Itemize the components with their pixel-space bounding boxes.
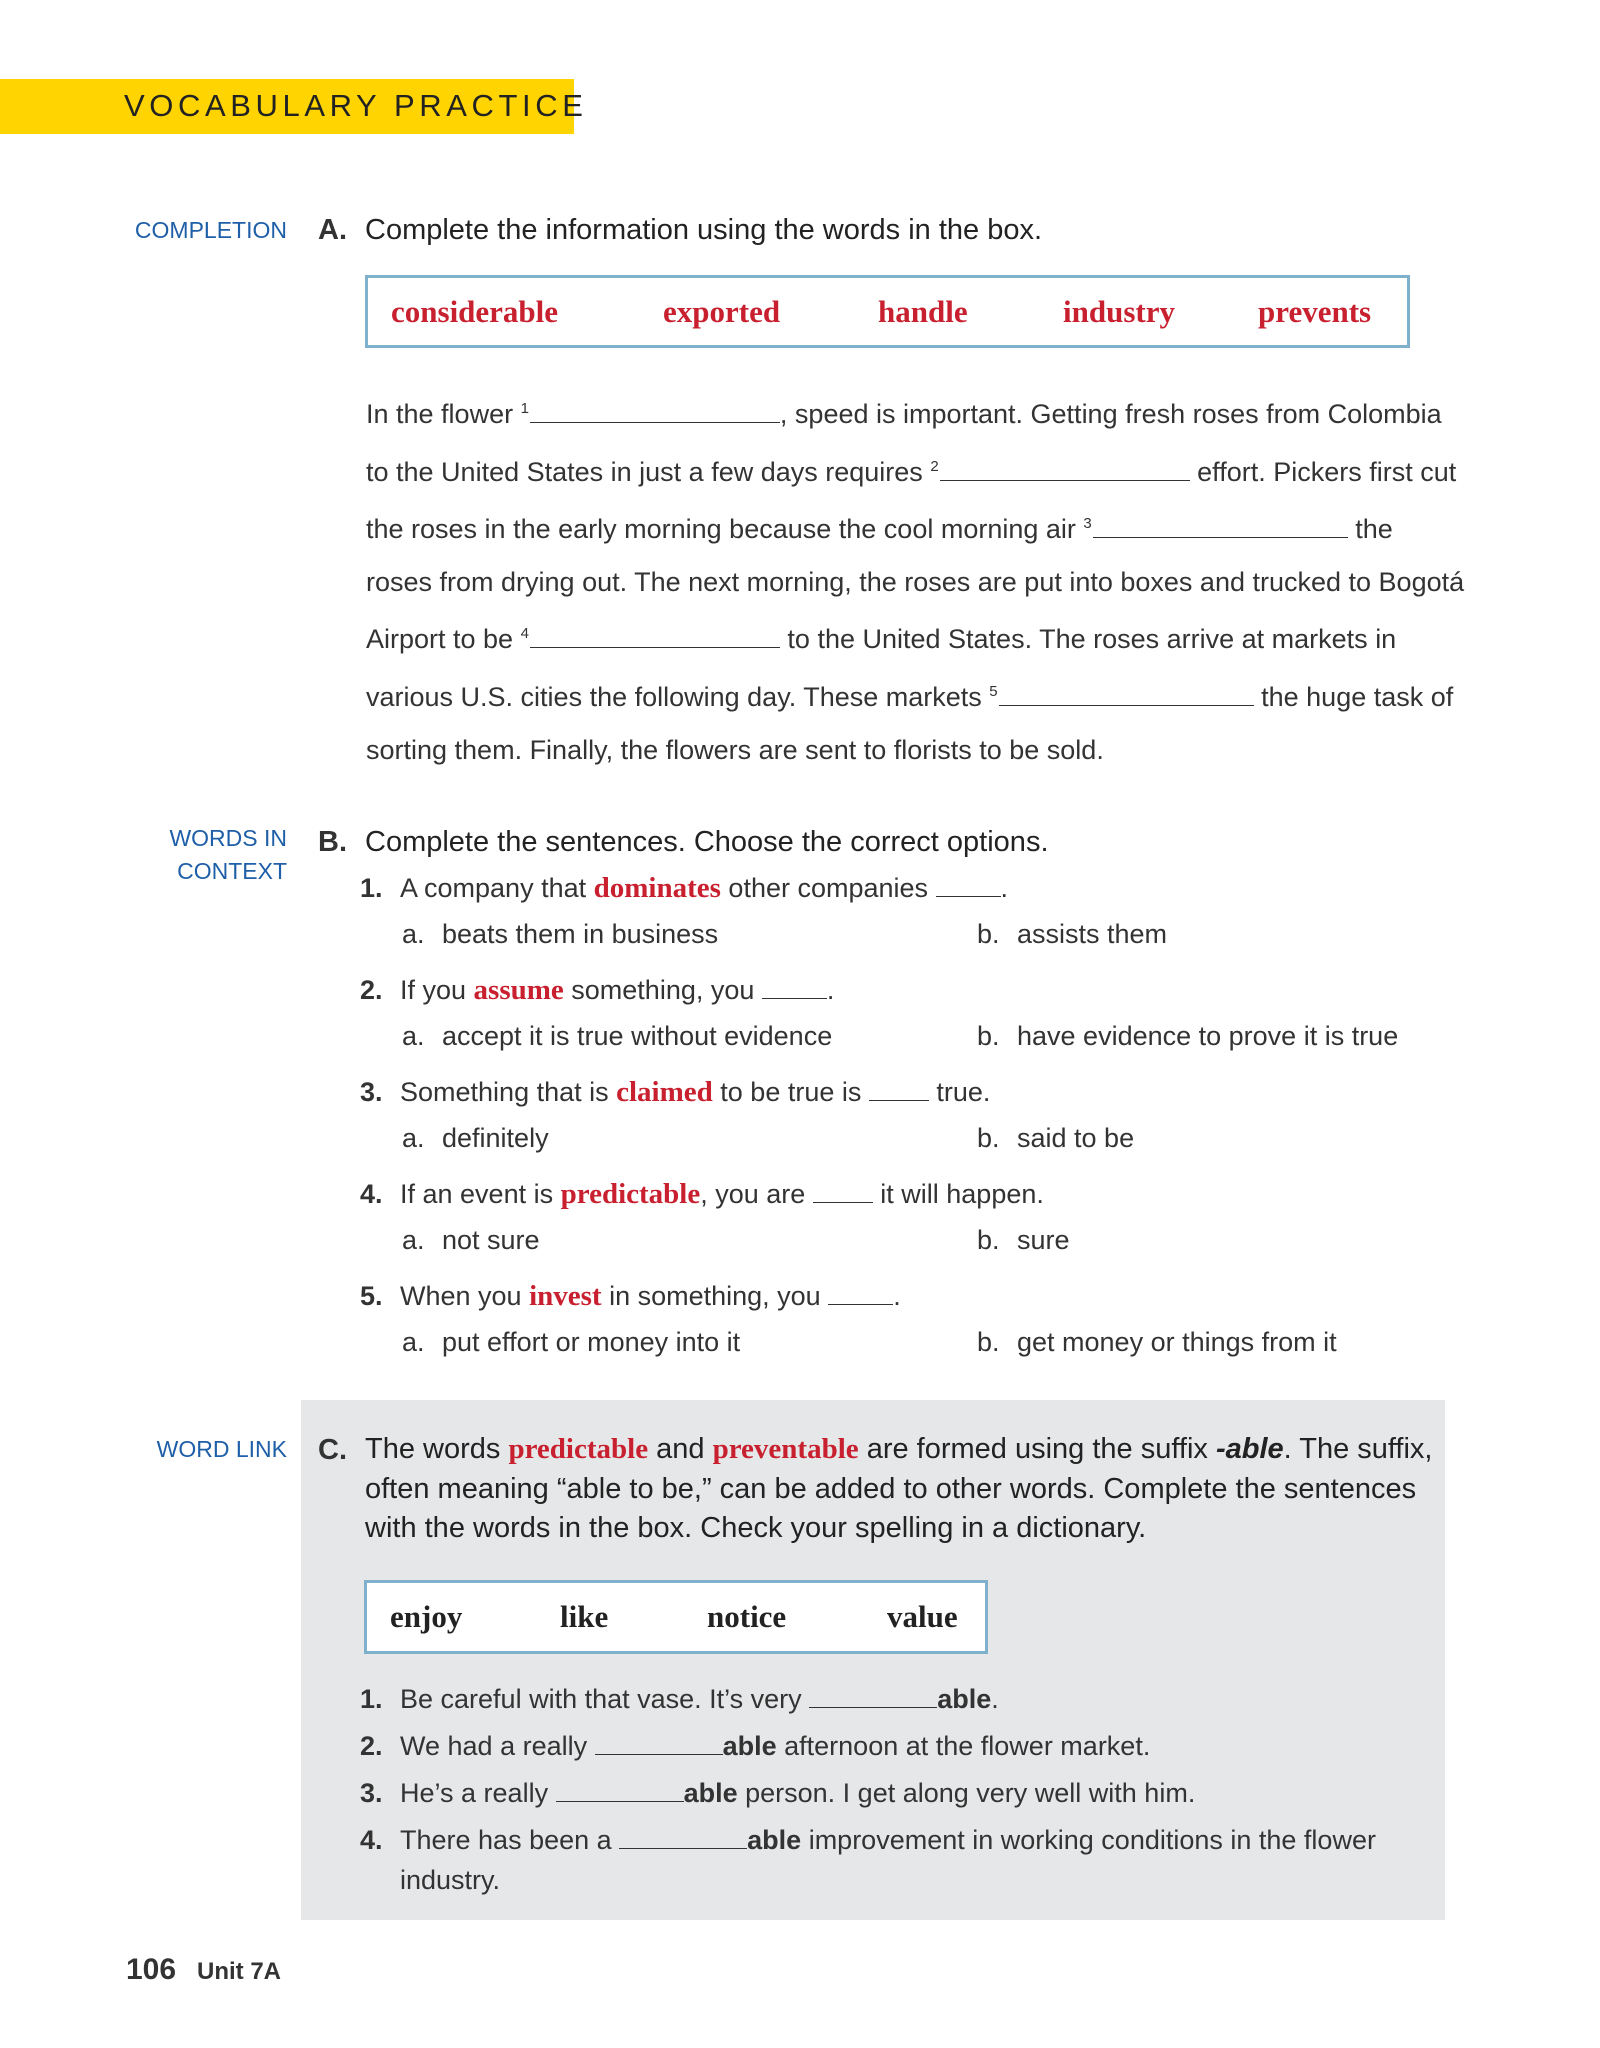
box-word: enjoy — [390, 1599, 463, 1634]
word-box-c — [364, 1580, 988, 1654]
section-b-letter: B. — [318, 826, 347, 858]
box-word: notice — [707, 1599, 787, 1634]
question-text: person. I get along very well with him. — [737, 1778, 1196, 1808]
question-number: 2. — [360, 975, 383, 1005]
answer-blank[interactable] — [556, 1779, 684, 1802]
page-number: 106 — [126, 1953, 177, 1986]
question-text: afternoon at the flower market. — [776, 1731, 1151, 1761]
suffix: able — [747, 1825, 802, 1855]
option-a[interactable] — [402, 1225, 540, 1256]
keyword: invest — [529, 1280, 602, 1312]
side-label-word-link: WORD LINK — [156, 1436, 287, 1462]
keyword: preventable — [712, 1433, 859, 1465]
banner-title: VOCABULARY PRACTICE — [124, 88, 588, 123]
blank-number: 2 — [930, 457, 939, 475]
keyword: dominates — [593, 872, 721, 904]
instruction-text: are formed using the suffix — [858, 1433, 1216, 1465]
word-link-question-1 — [360, 1684, 999, 1715]
box-word: value — [887, 1599, 958, 1634]
question-text: improvement in working conditions in the flower — [801, 1825, 1376, 1855]
question-text: in something, you — [601, 1281, 829, 1311]
word-box-a — [365, 275, 1410, 348]
answer-blank[interactable] — [1093, 515, 1348, 538]
blank-number: 3 — [1083, 515, 1092, 533]
question-text: A company that — [400, 873, 594, 903]
answer-blank[interactable] — [869, 1078, 929, 1101]
paragraph-text: to the United States. The roses arrive at markets in various U.S. cities the following day. These markets — [366, 624, 1397, 712]
option-b[interactable] — [977, 919, 1167, 950]
section-b-instruction: Complete the sentences. Choose the correct options. — [365, 826, 1049, 858]
box-word: industry — [1063, 293, 1175, 329]
paragraph-text: effort. Pickers first cut the roses in the early morning because the cool morning air — [366, 456, 1457, 545]
option-b[interactable] — [977, 1021, 1398, 1052]
side-label-line: CONTEXT — [177, 858, 287, 884]
question-3 — [360, 1076, 990, 1109]
blank-number: 4 — [520, 625, 529, 643]
question-text: , you are — [700, 1179, 813, 1209]
question-text: There has been a — [400, 1825, 620, 1855]
option-a[interactable] — [402, 1327, 740, 1358]
answer-blank[interactable] — [940, 458, 1190, 481]
question-text: Something that is — [400, 1077, 617, 1107]
question-5 — [360, 1280, 901, 1313]
side-label-line: WORDS IN — [169, 825, 287, 851]
answer-blank[interactable] — [828, 1282, 893, 1305]
option-a[interactable] — [402, 1123, 549, 1154]
option-b[interactable] — [977, 1327, 1337, 1358]
side-label-words-in-context — [169, 822, 287, 888]
paragraph-text: , speed is important. Getting fresh roses from Colombia to the United States in just a few days requires — [366, 399, 1442, 487]
answer-blank[interactable] — [619, 1826, 747, 1849]
section-a-instruction: Complete the information using the words in the box. — [365, 214, 1043, 246]
option-letter: b. — [977, 919, 1000, 949]
answer-blank[interactable] — [936, 874, 1001, 897]
option-text: sure — [1017, 1225, 1070, 1255]
paragraph-text: In the flower — [366, 399, 521, 429]
option-letter: a. — [402, 1123, 425, 1153]
completion-paragraph — [366, 383, 1466, 776]
option-letter: b. — [977, 1123, 1000, 1153]
question-text: something, you — [563, 975, 762, 1005]
option-letter: b. — [977, 1327, 1000, 1357]
instruction-text: and — [648, 1433, 713, 1465]
question-text: . — [893, 1281, 901, 1311]
option-text: not sure — [442, 1225, 540, 1255]
option-text: get money or things from it — [1017, 1327, 1337, 1357]
paragraph-text: the roses from drying out. The next morning, the roses are put into boxes and trucked to Bogotá Airport to be — [366, 514, 1465, 655]
question-text: Be careful with that vase. It’s very — [400, 1684, 810, 1714]
option-letter: a. — [402, 1225, 425, 1255]
question-text: other companies — [720, 873, 936, 903]
section-c-instruction — [365, 1430, 1445, 1549]
keyword: claimed — [616, 1076, 713, 1108]
suffix: -able — [1215, 1433, 1284, 1465]
question-text: it will happen. — [872, 1179, 1044, 1209]
question-text: When you — [400, 1281, 530, 1311]
option-a[interactable] — [402, 1021, 832, 1052]
question-number: 2. — [360, 1731, 383, 1761]
box-word: handle — [878, 293, 968, 329]
answer-blank[interactable] — [809, 1685, 937, 1708]
question-text: . — [991, 1684, 999, 1714]
question-text: . — [1000, 873, 1009, 903]
question-text: . — [826, 975, 835, 1005]
question-text: If an event is — [400, 1179, 561, 1209]
suffix: able — [722, 1731, 777, 1761]
option-text: beats them in business — [442, 919, 719, 949]
section-c-letter: C. — [318, 1434, 347, 1466]
box-word: considerable — [391, 293, 559, 329]
word-link-question-2 — [360, 1731, 1150, 1762]
question-text: If you — [400, 975, 474, 1005]
option-text: put effort or money into it — [442, 1327, 741, 1357]
instruction-text: The words — [365, 1433, 509, 1465]
answer-blank[interactable] — [813, 1180, 873, 1203]
answer-blank[interactable] — [595, 1732, 723, 1755]
answer-blank[interactable] — [530, 625, 780, 648]
word-link-question-3 — [360, 1778, 1195, 1809]
box-word: prevents — [1258, 293, 1372, 329]
question-number: 1. — [360, 1684, 383, 1714]
answer-blank[interactable] — [530, 400, 780, 423]
suffix: able — [683, 1778, 738, 1808]
blank-number: 5 — [989, 682, 998, 700]
unit-label: Unit 7A — [197, 1958, 281, 1985]
option-text: definitely — [442, 1123, 549, 1153]
option-letter: b. — [977, 1021, 1000, 1051]
option-text: have evidence to prove it is true — [1017, 1021, 1399, 1051]
option-a[interactable] — [402, 919, 718, 950]
question-4 — [360, 1178, 1044, 1211]
keyword: assume — [473, 974, 564, 1006]
option-b[interactable] — [977, 1225, 1070, 1256]
question-text: He’s a really — [400, 1778, 556, 1808]
suffix: able — [937, 1684, 992, 1714]
box-word: exported — [663, 293, 781, 329]
blank-number: 1 — [520, 400, 529, 417]
question-number: 4. — [360, 1825, 383, 1855]
keyword: predictable — [508, 1433, 649, 1465]
question-text: We had a really — [400, 1731, 595, 1761]
option-text: accept it is true without evidence — [442, 1021, 833, 1051]
question-text: true. — [928, 1077, 991, 1107]
question-2 — [360, 974, 834, 1007]
word-link-question-4-continued: industry. — [400, 1865, 501, 1895]
instruction-text: . The suffix, often meaning “able to be,” can be added to other words. Complete the sentences with the words in the box. Check your spelling in a dictionary. — [365, 1433, 1433, 1544]
answer-blank[interactable] — [762, 976, 827, 999]
option-letter: a. — [402, 919, 425, 949]
paragraph-text: the huge task of sorting them. Finally, the flowers are sent to florists to be sold. — [366, 681, 1454, 765]
question-number: 3. — [360, 1778, 383, 1808]
section-a-letter: A. — [318, 214, 347, 246]
option-b[interactable] — [977, 1123, 1134, 1154]
side-label-completion: COMPLETION — [134, 217, 287, 243]
option-letter: b. — [977, 1225, 1000, 1255]
box-word: like — [560, 1599, 609, 1634]
question-number: 1. — [360, 873, 383, 903]
question-number: 5. — [360, 1281, 383, 1311]
question-1 — [360, 872, 1008, 905]
question-text: to be true is — [712, 1077, 869, 1107]
option-letter: a. — [402, 1327, 425, 1357]
question-number: 3. — [360, 1077, 383, 1107]
keyword: predictable — [560, 1178, 701, 1210]
answer-blank[interactable] — [999, 683, 1254, 706]
question-number: 4. — [360, 1179, 383, 1209]
word-link-question-4 — [360, 1825, 1376, 1856]
option-text: assists them — [1017, 919, 1168, 949]
option-letter: a. — [402, 1021, 425, 1051]
option-text: said to be — [1017, 1123, 1135, 1153]
